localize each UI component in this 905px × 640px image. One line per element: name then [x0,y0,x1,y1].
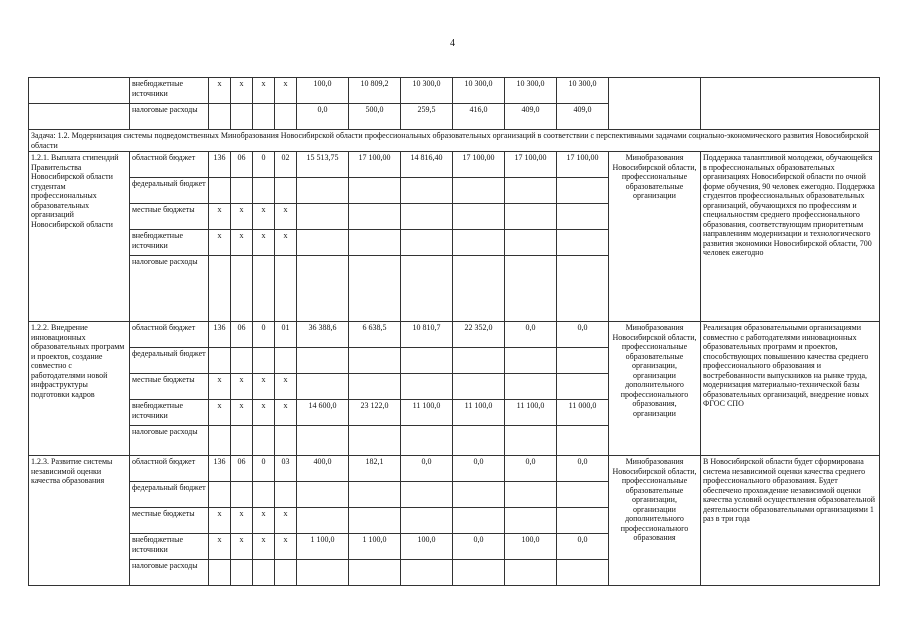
budget-code: х [275,78,297,104]
funding-source: налоговые расходы [130,560,209,586]
amount-cell [297,348,349,374]
budget-code [253,348,275,374]
amount-cell: 11 100,0 [401,400,453,426]
amount-cell [349,348,401,374]
budget-code: х [253,230,275,256]
budget-code: х [209,400,231,426]
funding-source: местные бюджеты [130,508,209,534]
budget-code: х [231,230,253,256]
amount-cell [349,178,401,204]
measure-name [29,78,130,104]
budget-code: х [209,508,231,534]
amount-cell: 400,0 [297,456,349,482]
amount-cell: 10 810,7 [401,322,453,348]
amount-cell: 259,5 [401,104,453,130]
amount-cell: 14 600,0 [297,400,349,426]
budget-code: х [209,534,231,560]
amount-cell [557,508,609,534]
budget-code [275,104,297,130]
amount-cell [349,374,401,400]
budget-code [209,104,231,130]
amount-cell [557,374,609,400]
funding-source: федеральный бюджет [130,482,209,508]
funding-source: областной бюджет [130,322,209,348]
amount-cell [401,348,453,374]
budget-code: х [275,400,297,426]
amount-cell [557,560,609,586]
funding-source: внебюджетные источники [130,230,209,256]
budget-code [231,426,253,456]
budget-code: 06 [231,456,253,482]
funding-source: областной бюджет [130,152,209,178]
budget-code: х [231,204,253,230]
table-row [29,322,880,348]
amount-cell [557,482,609,508]
amount-cell: 11 100,0 [453,400,505,426]
amount-cell: 10 300,0 [453,78,505,104]
executor: Минобразования Новосибирской области, профессиональные образовательные организации, организации дополнительного профессионального образования [609,456,701,586]
budget-code [209,482,231,508]
funding-source: местные бюджеты [130,204,209,230]
program-measures-table [28,77,880,586]
budget-code: 136 [209,456,231,482]
funding-source: налоговые расходы [130,104,209,130]
table-body [29,78,880,586]
budget-code: х [231,508,253,534]
budget-code: 0 [253,152,275,178]
amount-cell [453,178,505,204]
amount-cell: 10 300,0 [557,78,609,104]
budget-code: 03 [275,456,297,482]
budget-code: х [253,534,275,560]
amount-cell: 10 300,0 [401,78,453,104]
amount-cell [557,204,609,230]
amount-cell: 0,0 [557,322,609,348]
amount-cell [505,482,557,508]
budget-code [253,256,275,322]
measure-name: 1.2.1. Выплата стипендий Правительства Новосибирской области студентам профессиональных образовательных организаций Новосибирской области [29,152,130,322]
amount-cell [297,426,349,456]
budget-code: 06 [231,322,253,348]
funding-source: налоговые расходы [130,426,209,456]
table-row [29,78,880,104]
amount-cell [505,374,557,400]
amount-cell [349,204,401,230]
budget-code: 01 [275,322,297,348]
amount-cell [505,178,557,204]
amount-cell: 0,0 [453,534,505,560]
amount-cell: 15 513,75 [297,152,349,178]
funding-source: местные бюджеты [130,374,209,400]
expected-result: Поддержка талантливой молодежи, обучающейся в профессиональных образовательных организациях Новосибирской области по очной форме обучения, 90 человек ежегодно. Поддержка студентов профессиональных образовательных организаций, обучающихся по профессиям и специальностям среднего профессионального образования, соответствующим приоритетным направлениям модернизации и технологического развития экономики Новосибирской области, 700 человек ежегодно [701,152,880,322]
amount-cell: 0,0 [453,456,505,482]
amount-cell: 17 100,00 [505,152,557,178]
amount-cell: 6 638,5 [349,322,401,348]
budget-code: х [253,508,275,534]
amount-cell: 11 000,0 [557,400,609,426]
executor [609,78,701,130]
amount-cell [557,256,609,322]
amount-cell: 11 100,0 [505,400,557,426]
amount-cell: 500,0 [349,104,401,130]
amount-cell: 0,0 [557,456,609,482]
budget-code: х [231,400,253,426]
budget-code [209,178,231,204]
budget-code: х [209,230,231,256]
amount-cell [297,204,349,230]
amount-cell: 22 352,0 [453,322,505,348]
expected-result: Реализация образовательными организациями совместно с работодателями инновационных образовательных программ и проектов, способствующих повышению качества среднего профессионального образования и востребованности выпускников на рынке труда, модернизация материально-технической базы образовательных организаций, внедрение новых ФГОС СПО [701,322,880,456]
budget-code: х [275,204,297,230]
measure-name: 1.2.2. Внедрение инновационных образовательных программ и проектов, создание совместно с работодателями новой инфраструктуры подготовки кадров [29,322,130,456]
amount-cell: 23 122,0 [349,400,401,426]
budget-code: х [253,204,275,230]
funding-source: налоговые расходы [130,256,209,322]
amount-cell [453,482,505,508]
amount-cell [349,230,401,256]
amount-cell: 100,0 [505,534,557,560]
amount-cell [505,230,557,256]
budget-code: 136 [209,322,231,348]
budget-code [253,426,275,456]
funding-source: внебюджетные источники [130,534,209,560]
budget-code: 0 [253,456,275,482]
amount-cell: 100,0 [401,534,453,560]
amount-cell: 182,1 [349,456,401,482]
budget-code [231,104,253,130]
task-row [29,130,880,152]
table-row [29,456,880,482]
amount-cell [453,374,505,400]
amount-cell: 409,0 [557,104,609,130]
amount-cell [453,508,505,534]
amount-cell: 0,0 [557,534,609,560]
amount-cell [297,256,349,322]
budget-code [209,348,231,374]
budget-code [209,560,231,586]
budget-code: х [253,374,275,400]
amount-cell [401,508,453,534]
measure-name [29,104,130,130]
funding-source: областной бюджет [130,456,209,482]
budget-code: х [253,78,275,104]
amount-cell [505,508,557,534]
amount-cell: 1 100,0 [349,534,401,560]
budget-code [253,178,275,204]
amount-cell [453,230,505,256]
budget-code: х [275,534,297,560]
amount-cell [297,482,349,508]
amount-cell [349,256,401,322]
budget-code: 06 [231,152,253,178]
budget-code: х [231,534,253,560]
budget-code [275,482,297,508]
budget-code: 0 [253,322,275,348]
amount-cell [453,426,505,456]
budget-code: 02 [275,152,297,178]
amount-cell: 14 816,40 [401,152,453,178]
expected-result [701,78,880,130]
executor: Минобразования Новосибирской области, профессиональные образовательные организации, организации дополнительного профессионального образования, организации [609,322,701,456]
budget-code [209,256,231,322]
budget-code: х [231,78,253,104]
amount-cell: 17 100,00 [557,152,609,178]
amount-cell [297,230,349,256]
budget-code [253,482,275,508]
amount-cell [453,204,505,230]
amount-cell: 0,0 [505,322,557,348]
funding-source: внебюджетные источники [130,78,209,104]
amount-cell [349,508,401,534]
amount-cell [297,178,349,204]
funding-source: внебюджетные источники [130,400,209,426]
amount-cell [401,230,453,256]
amount-cell [349,426,401,456]
amount-cell [401,426,453,456]
measure-name: 1.2.3. Развитие системы независимой оценки качества образования [29,456,130,586]
amount-cell [297,560,349,586]
budget-code [253,560,275,586]
amount-cell [297,508,349,534]
budget-code: х [275,374,297,400]
funding-source: федеральный бюджет [130,178,209,204]
amount-cell [453,348,505,374]
budget-code: х [209,204,231,230]
budget-code [275,426,297,456]
amount-cell: 1 100,0 [297,534,349,560]
amount-cell: 10 809,2 [349,78,401,104]
amount-cell [401,178,453,204]
amount-cell [505,204,557,230]
budget-code: х [231,374,253,400]
budget-code: 136 [209,152,231,178]
budget-code [275,348,297,374]
budget-code [231,178,253,204]
amount-cell [505,426,557,456]
budget-code [253,104,275,130]
table-row [29,152,880,178]
amount-cell: 416,0 [453,104,505,130]
amount-cell: 409,0 [505,104,557,130]
funding-source: федеральный бюджет [130,348,209,374]
amount-cell [505,348,557,374]
amount-cell [505,256,557,322]
amount-cell [401,482,453,508]
amount-cell [453,256,505,322]
amount-cell [557,426,609,456]
amount-cell [349,560,401,586]
amount-cell [401,204,453,230]
amount-cell: 100,0 [297,78,349,104]
amount-cell: 0,0 [505,456,557,482]
amount-cell [349,482,401,508]
budget-code: х [275,508,297,534]
amount-cell [557,230,609,256]
budget-code [231,348,253,374]
task-title: Задача: 1.2. Модернизация системы подведомственных Минобразования Новосибирской области профессиональных образовательных организаций в соответствии с перспективными задачами социально-экономического развития Новосибирской области [29,130,880,152]
budget-code: х [253,400,275,426]
executor: Минобразования Новосибирской области, профессиональные образовательные организации [609,152,701,322]
expected-result: В Новосибирской области будет сформирована система независимой оценки качества среднего профессионального образования. Будет обеспечено прохождение независимой оценки качества условий осуществления образовательной деятельности образовательными организациями 1 раз в три года [701,456,880,586]
amount-cell: 0,0 [401,456,453,482]
budget-code: х [209,78,231,104]
amount-cell [297,374,349,400]
budget-code [275,256,297,322]
budget-code [231,482,253,508]
amount-cell [505,560,557,586]
amount-cell [401,256,453,322]
amount-cell: 0,0 [297,104,349,130]
page-number: 4 [450,38,455,49]
budget-code [231,560,253,586]
budget-code [275,560,297,586]
budget-code: х [275,230,297,256]
budget-code [275,178,297,204]
amount-cell [453,560,505,586]
amount-cell: 17 100,00 [453,152,505,178]
budget-code [209,426,231,456]
budget-code: х [209,374,231,400]
amount-cell [557,348,609,374]
amount-cell [401,374,453,400]
amount-cell: 36 388,6 [297,322,349,348]
amount-cell: 17 100,00 [349,152,401,178]
budget-code [231,256,253,322]
amount-cell: 10 300,0 [505,78,557,104]
amount-cell [557,178,609,204]
amount-cell [401,560,453,586]
